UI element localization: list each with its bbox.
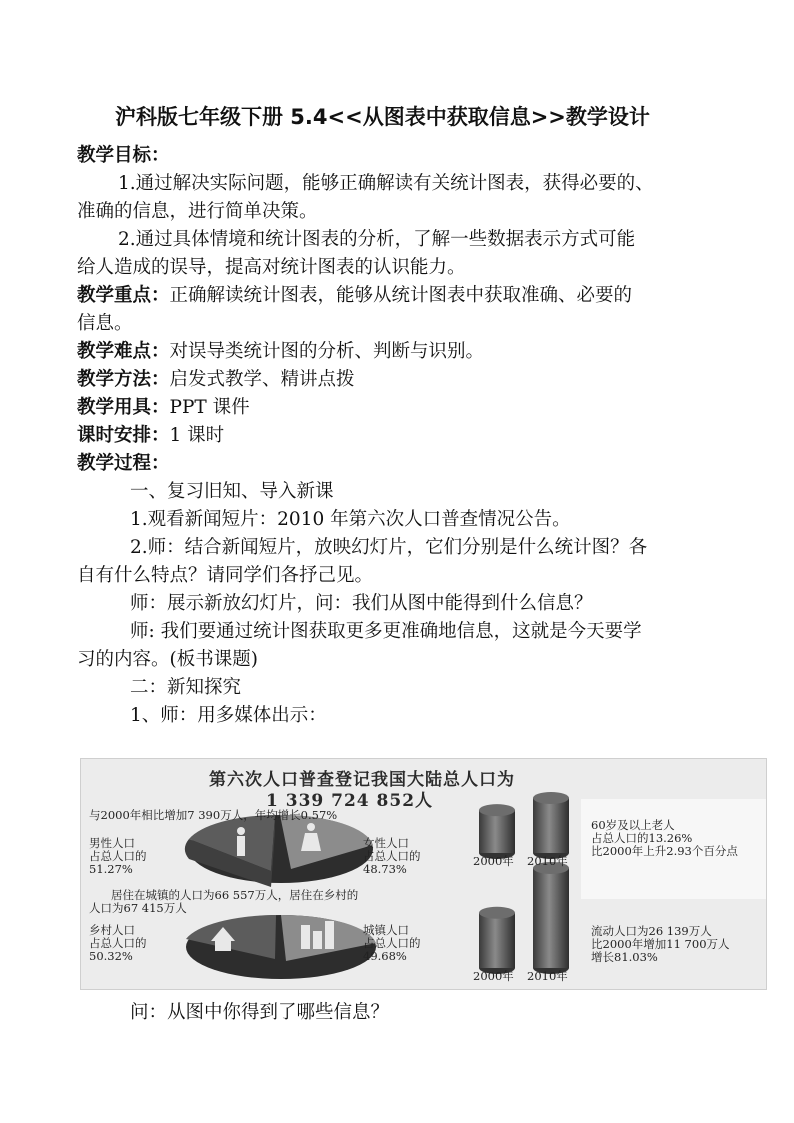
method-line bbox=[77, 367, 355, 393]
process-para-5: 1、师：用多媒体出示： bbox=[130, 705, 327, 726]
male-figure-icon bbox=[237, 827, 245, 856]
year-label-2000-bottom: 2000年 bbox=[473, 969, 514, 983]
year-label-2010-top: 2010年 bbox=[527, 854, 568, 868]
key-point-label: 教学重点： bbox=[77, 285, 170, 306]
floating-label-1: 流动人口为26 139万人 bbox=[591, 924, 712, 938]
urban-label-1: 城镇人口 bbox=[363, 923, 409, 937]
goal-1-line-2: 准确的信息，进行简单决策。 bbox=[77, 201, 318, 222]
schedule-line bbox=[77, 423, 224, 449]
process-para-4-line-2: 习的内容。(板书课题) bbox=[77, 649, 258, 670]
schedule-text: 1 课时 bbox=[169, 425, 225, 446]
female-label-1: 女性人口 bbox=[363, 836, 409, 850]
difficulty-text: 对误导类统计图的分析、判断与识别。 bbox=[169, 341, 485, 362]
floating-2000-cylinder bbox=[479, 907, 515, 974]
urban-rural-note-1: 居住在城镇的人口为66 557万人，居住在乡村的 bbox=[111, 888, 359, 902]
process-para-2-line-1: 2.师：结合新闻短片，放映幻灯片，它们分别是什么统计图？各 bbox=[130, 537, 648, 558]
process-para-1: 1.观看新闻短片：2010 年第六次人口普查情况公告。 bbox=[130, 509, 571, 530]
key-point-text: 正确解读统计图表，能够从统计图表中获取准确、必要的 bbox=[169, 285, 633, 306]
process-section-2: 二：新知探究 bbox=[130, 677, 242, 698]
male-label-2: 占总人口的 bbox=[89, 849, 147, 863]
urban-rural-note-2: 人口为67 415万人 bbox=[89, 901, 187, 915]
question-line: 问：从图中你得到了哪些信息？ bbox=[130, 1002, 390, 1023]
growth-note: 与2000年相比增加7 390万人，年均增长0.57% bbox=[89, 808, 338, 822]
census-infographic bbox=[80, 758, 767, 990]
rural-label-3: 50.32% bbox=[89, 949, 133, 963]
elderly-2000-cylinder bbox=[479, 804, 515, 859]
goals-label: 教学目标： bbox=[77, 145, 170, 166]
difficulty-line bbox=[77, 339, 484, 365]
rural-label-1: 乡村人口 bbox=[89, 923, 135, 937]
goal-1-line-1: 1.通过解决实际问题，能够正确解读有关统计图表，获得必要的、 bbox=[118, 173, 654, 194]
year-label-2000-top: 2000年 bbox=[473, 854, 514, 868]
male-label-1: 男性人口 bbox=[89, 836, 135, 850]
urban-label-2: 占总人口的 bbox=[363, 936, 421, 950]
document-title: 沪科版七年级下册 5.4<<从图表中获取信息>>教学设计 bbox=[115, 105, 650, 129]
male-label-3: 51.27% bbox=[89, 862, 133, 876]
elderly-label-1: 60岁及以上老人 bbox=[591, 818, 675, 832]
figure-heading-1: 第六次人口普查登记我国大陆总人口为 bbox=[209, 770, 515, 790]
process-section-1: 一、复习旧知、导入新课 bbox=[130, 481, 334, 502]
process-para-2-line-2: 自有什么特点？请同学们各抒己见。 bbox=[77, 565, 374, 586]
urban-label-3: 49.68% bbox=[363, 949, 407, 963]
floating-label-3: 增长81.03% bbox=[591, 950, 658, 964]
tools-line bbox=[77, 395, 250, 421]
process-para-4-line-1: 师: 我们要通过统计图获取更多更准确地信息，这就是今天要学 bbox=[130, 621, 642, 642]
key-point-line-2: 信息。 bbox=[77, 313, 133, 334]
process-label: 教学过程： bbox=[77, 453, 170, 474]
figure-heading-2: 1 339 724 852人 bbox=[266, 791, 434, 811]
elderly-2010-cylinder bbox=[533, 792, 569, 859]
goal-2-line-2: 给人造成的误导，提高对统计图表的认识能力。 bbox=[77, 257, 466, 278]
goal-2-line-1: 2.通过具体情境和统计图表的分析，了解一些数据表示方式可能 bbox=[118, 229, 636, 250]
rural-label-2: 占总人口的 bbox=[89, 936, 147, 950]
year-label-2010-bottom: 2010年 bbox=[527, 969, 568, 983]
urban-rural-pie bbox=[186, 915, 376, 979]
key-point-line-1 bbox=[77, 283, 632, 309]
tools-text: PPT 课件 bbox=[169, 397, 250, 418]
elderly-label-3: 比2000年上升2.93个百分点 bbox=[591, 844, 738, 858]
schedule-label: 课时安排： bbox=[77, 425, 170, 446]
floating-2010-cylinder bbox=[533, 862, 569, 974]
process-para-3: 师：展示新放幻灯片，问：我们从图中能得到什么信息？ bbox=[130, 593, 593, 614]
tools-label: 教学用具： bbox=[77, 397, 170, 418]
method-label: 教学方法： bbox=[77, 369, 170, 390]
floating-label-2: 比2000年增加11 700万人 bbox=[591, 937, 730, 951]
method-text: 启发式教学、精讲点拨 bbox=[169, 369, 355, 390]
difficulty-label: 教学难点： bbox=[77, 341, 170, 362]
elderly-label-2: 占总人口的13.26% bbox=[591, 831, 693, 845]
female-label-2: 占总人口的 bbox=[363, 849, 421, 863]
female-label-3: 48.73% bbox=[363, 862, 407, 876]
